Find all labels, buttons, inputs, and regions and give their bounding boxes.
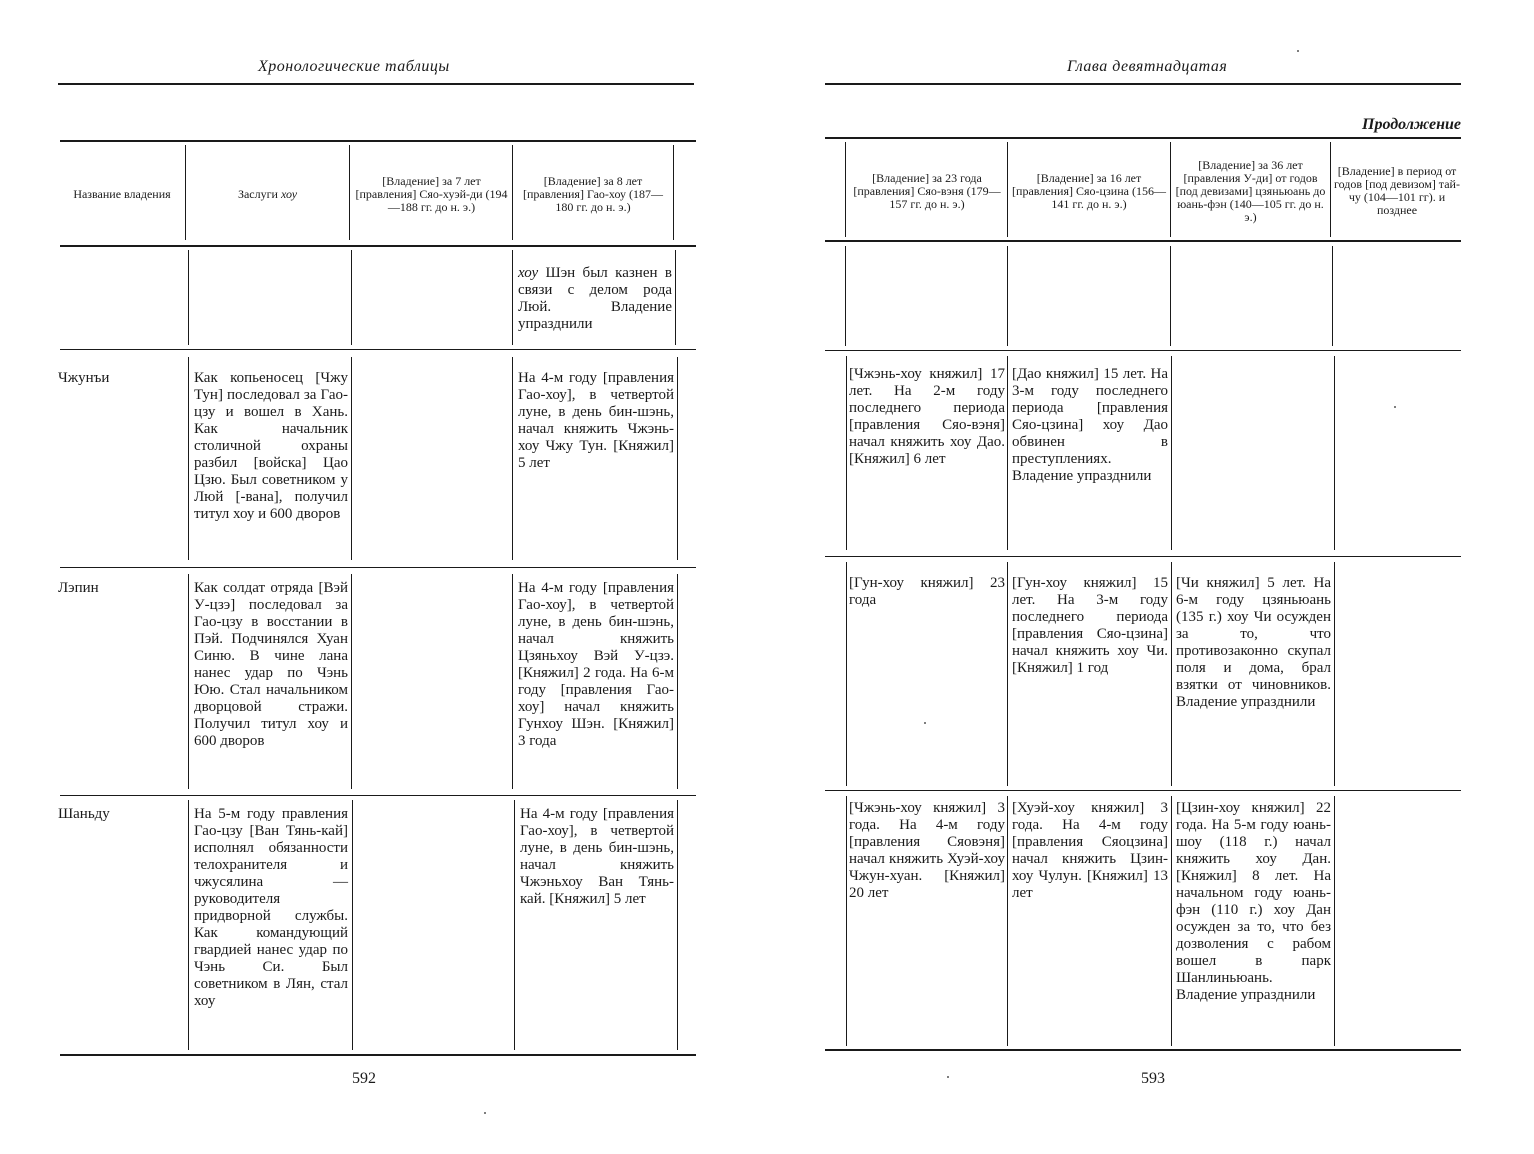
row-rule [60,349,696,350]
header-text: [Владение] за 36 лет [правления У-ди] от годов [под девизами] цзяньюань до юань-фэн (140—105 гг. до н. э.) [1175,157,1326,224]
column-divider [514,800,515,1050]
column-divider [512,250,513,345]
speck [924,722,926,724]
header-text: Название владения [73,186,171,201]
header-bottom-rule [825,240,1461,242]
column-divider [351,357,352,560]
row-rule [60,567,696,568]
table-cell: [Чжэнь-хоу княжил] 17 лет. На 2-м году последнего периода [правления Сяо-вэня] начал княжить хоу Дао. [Княжил] 6 лет [849,366,1005,467]
column-divider [1171,796,1172,1046]
table-top-rule [60,140,696,142]
column-divider [351,250,352,345]
column-divider [185,145,186,240]
cell-text: Шэн был казнен в связи с делом рода Люй. Владение упразднили [518,265,672,332]
column-divider [846,356,847,550]
table-cell: [Гун-хоу княжил] 15 лет. На 3-м году последнего периода [правления Сяо-цзина] начал княжить хоу Чи. [Княжил] 1 год [1012,575,1168,676]
column-divider [1007,796,1008,1046]
column-divider [188,574,189,789]
cell-italic: хоу [518,265,539,281]
column-header [66,150,178,238]
table-top-rule [825,137,1461,139]
table-cell: [Цзин-хоу княжил] 22 года. На 5-м году юань-шоу (118 г.) начал княжить хоу Дан. [Княжил] 8 лет. На начальном году юань-фэн (110 г.) хоу Дан осужден за то, что без дозволения с рабом вошел в парк Шанлиньюань. Владение упразднили [1176,800,1331,1003]
column-divider [512,145,513,240]
table-cell: На 4-м году [правления Гао-хоу], в четвертой луне, в день бин-шэнь, начал княжить Чжэньхоу Ван Тянь-кай. [Княжил] 5 лет [520,806,674,907]
column-divider [845,142,846,237]
column-divider [188,800,189,1050]
column-divider [1170,246,1171,346]
fief-name: Чжунъи [58,370,110,386]
header-bottom-rule [60,245,696,247]
column-divider [675,250,676,345]
table-cell: [Гун-хоу княжил] 23 года [849,575,1005,608]
column-divider [1334,562,1335,786]
header-rule [58,83,694,85]
column-divider [1171,356,1172,550]
column-divider [512,357,513,560]
speck [1394,406,1396,408]
column-divider [846,796,847,1046]
fief-name: Лэпин [58,580,99,596]
header-text: [Владение] за 16 лет [правления] Сяо-цзина (156—141 гг. до н. э.) [1012,170,1166,211]
right-page [767,0,1534,1154]
column-divider [351,574,352,789]
table-bottom-rule [60,1054,696,1056]
row-rule [825,790,1461,791]
column-divider [188,357,189,560]
column-divider [188,250,189,345]
column-divider [512,574,513,789]
column-divider [352,800,353,1050]
column-divider [1007,356,1008,550]
table-cell: На 4-м году [правления Гао-хоу], в четвертой луне, в день бин-шэнь, начал княжить Цзяньхоу Вэй У-цзэ. [Княжил] 2 года. На 6-м году [правления Гао-хоу] начал княжить Гунхоу Шэн. [Княжил] 3 года [518,580,674,749]
running-head: Глава девятнадцатая [1067,58,1228,75]
table-cell: [Чжэнь-хоу княжил] 3 года. На 4-м году [правления Сяовэня] начал княжить Хуэй-хоу Чжун-хуан. [Княжил] 20 лет [849,800,1005,901]
table-cell: На 4-м году [правления Гао-хоу], в четвертой луне, в день бин-шэнь, начал княжить Чжэнь-хоу Чжу Тун. [Княжил] 5 лет [518,370,674,471]
column-header [1334,146,1460,236]
header-text: [Владение] за 23 года [правления] Сяо-вэня (179—157 гг. до н. э.) [853,170,1001,211]
header-text [238,188,297,201]
running-head: Хронологические таблицы [258,58,450,75]
table-cell: На 5-м году правления Гао-цзу [Ван Тянь-кай] исполнял обязанности телохранителя и чжусялина — руководителя придворной службы. Как командующий гвардией нанес удар по Чэнь Си. Был советником в Лян, стал хоу [194,806,348,1009]
speck [1297,50,1299,52]
row-rule [825,556,1461,557]
column-divider [1330,142,1331,237]
header-text-plain: Заслуги [237,186,281,201]
page-number: 593 [1141,1070,1165,1087]
column-divider [1007,142,1008,237]
speck [947,1076,949,1078]
column-header [190,150,345,238]
row-rule [825,350,1461,351]
column-divider [846,562,847,786]
header-rule [825,83,1461,85]
table-cell [518,265,672,333]
column-divider [1334,796,1335,1046]
column-header [516,150,670,238]
column-header [1173,146,1328,236]
header-text-italic: хоу [280,186,298,201]
page-number: 592 [352,1070,376,1087]
column-divider [1334,356,1335,550]
column-divider [1171,562,1172,786]
column-divider [677,357,678,560]
header-text: [Владение] за 8 лет [правления] Гао-хоу (187—180 гг. до н. э.) [523,173,663,214]
speck [484,1112,486,1114]
table-cell: [Хуэй-хоу княжил] 3 года. На 4-м году [правления Сяоцзина] начал княжить Цзин-хоу Чулун. [Княжил] 13 лет [1012,800,1168,901]
column-divider [1332,246,1333,346]
table-cell: Как копьеносец [Чжу Тун] последовал за Гао-цзу и вошел в Хань. Как начальник столичной охраны разбил [войска] Цао Цзю. Был советником у Люй [-вана], получил титул хоу и 600 дворов [194,370,348,522]
column-divider [845,246,846,346]
table-cell: [Дао княжил] 15 лет. На 3-м году последнего периода [правления Сяо-цзина] хоу Дао обвинен в преступлениях. Владение упразднили [1012,366,1168,484]
column-divider [673,145,674,240]
column-divider [1007,562,1008,786]
table-cell: [Чи княжил] 5 лет. На 6-м году цзяньюань (135 г.) хоу Чи осужден за то, что противозаконно скупал поля и дома, брал взятки от чиновников. Владение упразднили [1176,575,1331,710]
column-divider [677,800,678,1050]
table-cell: Как солдат отряда [Вэй У-цзэ] последовал за Гао-цзу в восстании в Пэй. Подчинялся Хуан Синю. В чине лана нанес удар по Чэнь Юю. Стал начальником дворцовой стражи. Получил титул хоу и 600 дворов [194,580,348,749]
continued-label: Продолжение [1362,116,1461,133]
column-header [849,146,1005,236]
column-divider [677,574,678,789]
row-rule [60,795,696,796]
table-bottom-rule [825,1049,1461,1051]
fief-name: Шаньду [58,806,110,822]
column-divider [1170,142,1171,237]
column-header [354,150,509,238]
column-divider [349,145,350,240]
column-divider [1007,246,1008,346]
header-text: [Владение] за 7 лет [правления] Сяо-хуэй-ди (194—188 гг. до н. э.) [355,173,508,214]
column-header [1011,146,1167,236]
header-text: [Владение] в период от годов [под девизом] тай-чу (104—101 гг). и позднее [1334,164,1460,217]
